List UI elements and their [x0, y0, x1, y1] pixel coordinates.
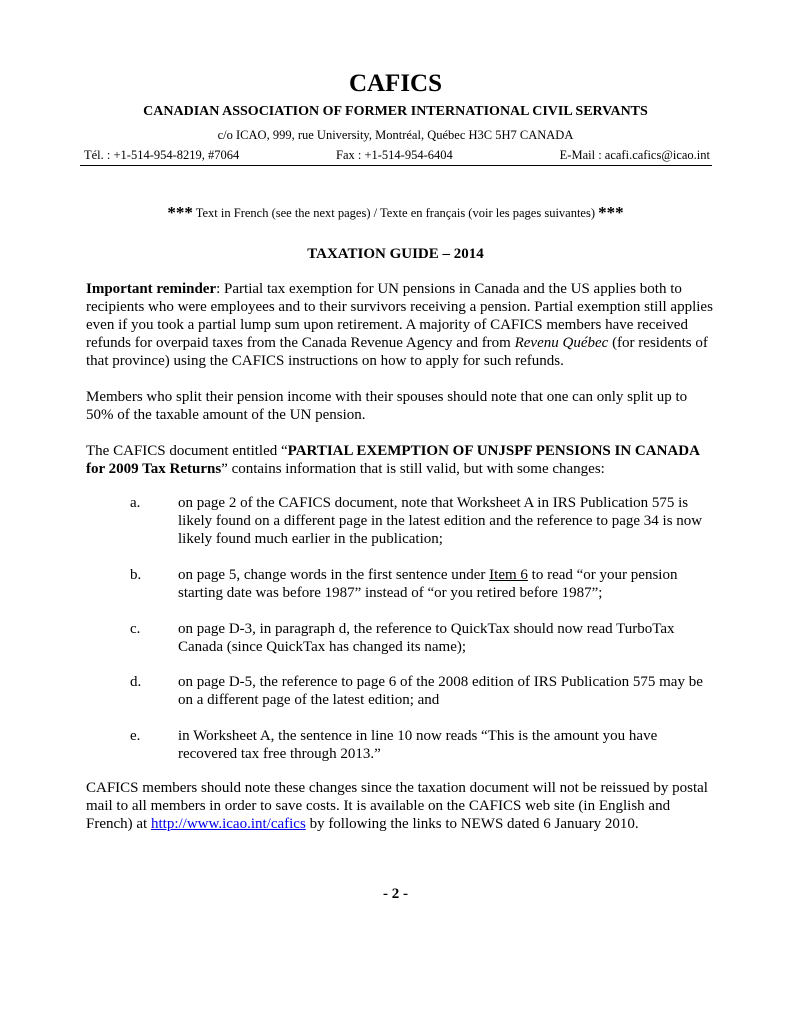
list-item-text: on page 2 of the CAFICS document, note that Worksheet A in IRS Publication 575 is likely found on a different page in the latest edition and the reference to page 34 is now likely found much earlier in the publication;	[178, 495, 703, 547]
list-item-text: in Worksheet A, the sentence in line 10 now reads “This is the amount you have recovered tax free through 2013.”	[178, 728, 658, 762]
org-address: c/o ICAO, 999, rue University, Montréal, Québec H3C 5H7 CANADA	[217, 128, 574, 142]
list-marker: c.	[130, 621, 141, 637]
important-reminder-lead: Important reminder	[86, 281, 217, 297]
org-title: CAFICS	[348, 70, 443, 97]
guide-title: TAXATION GUIDE – 2014	[307, 246, 484, 262]
list-item-text	[178, 566, 716, 602]
list-marker: b.	[130, 567, 142, 583]
contact-row	[80, 147, 712, 166]
stars-right: ***	[598, 203, 624, 222]
item-6-underlined: Item 6	[489, 567, 528, 583]
paragraph3-before: The CAFICS document entitled “	[86, 443, 288, 459]
list-item-text: on page D-3, in paragraph d, the reference to QuickTax should now read TurboTax Canada (since QuickTax has changed its name);	[178, 621, 675, 655]
page-number: - 2 -	[383, 886, 408, 902]
language-note	[0, 203, 791, 223]
contact-tel: Tél. : +1-514-954-8219, #7064	[84, 148, 240, 162]
paragraph1-text-end: (for residents of that province) using the CAFICS instructions on how to apply for such refunds.	[86, 335, 708, 369]
language-note-text: Text in French (see the next pages) / Texte en français (voir les pages suivantes)	[192, 206, 599, 220]
cafics-web-link[interactable]: http://www.icao.int/cafics	[150, 816, 306, 832]
list-marker: d.	[130, 674, 142, 690]
paragraph-document-intro	[86, 442, 716, 478]
contact-fax: Fax : +1-514-954-6404	[336, 148, 453, 162]
item-b-before: on page 5, change words in the first sentence under	[178, 567, 490, 583]
list-marker: e.	[130, 728, 141, 744]
list-item-text: on page D-5, the reference to page 6 of the 2008 edition of IRS Publication 575 may be on a different page of the latest edition; and	[178, 674, 703, 708]
paragraph1-text: : Partial tax exemption for UN pensions in Canada and the US applies both to recipients who were employees and to their survivors receiving a pension. Partial exemption still applies even if you took a partial lump sum upon retirement. A majority of CAFICS members have received refunds for overpaid taxes from the Canada Revenue Agency and from	[86, 281, 713, 351]
revenu-quebec-italic: Revenu Québec	[514, 335, 609, 351]
stars-left: ***	[167, 203, 193, 222]
paragraph3-after: ” contains information that is still valid, but with some changes:	[221, 461, 605, 477]
paragraph-web-site	[86, 779, 716, 833]
contact-email: E-Mail : acafi.cafics@icao.int	[559, 148, 710, 162]
paragraph4-before: CAFICS members should note these changes since the taxation document will not be reissued by postal mail to all members in order to save costs. It is available on the CAFICS web site (in English and French) at	[86, 780, 708, 832]
document-title-bold: PARTIAL EXEMPTION OF UNJSPF PENSIONS IN CANADA for 2009 Tax Returns	[86, 443, 700, 477]
list-marker: a.	[130, 495, 141, 511]
org-subtitle: CANADIAN ASSOCIATION OF FORMER INTERNATIONAL CIVIL SERVANTS	[143, 104, 648, 119]
paragraph4-after: by following the links to NEWS dated 6 January 2010.	[305, 816, 639, 832]
paragraph-pension-split: Members who split their pension income with their spouses should note that one can only split up to 50% of the taxable amount of the UN pension.	[86, 389, 688, 423]
paragraph-important-reminder	[86, 280, 716, 370]
item-b-after: to read “or your pension starting date was before 1987” instead of “or you retired before 1987”;	[178, 567, 678, 601]
